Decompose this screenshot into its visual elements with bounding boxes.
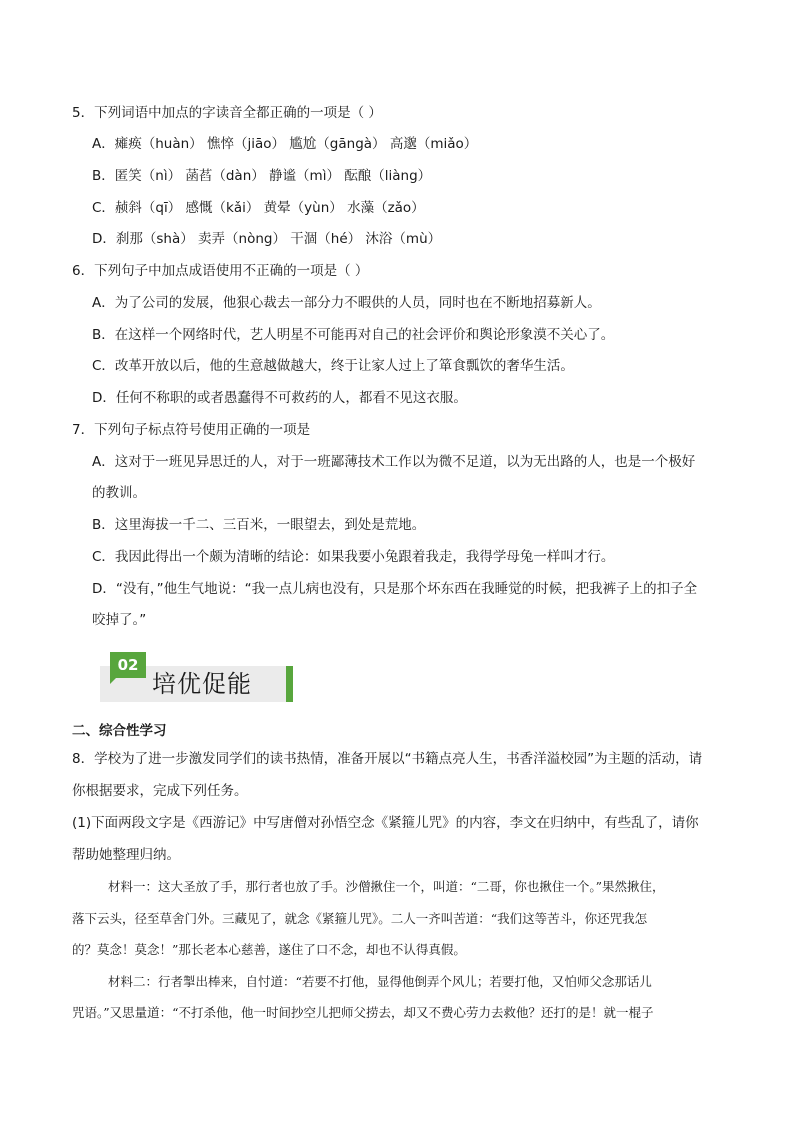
q5-option-c: C．赪斜（qī） 感慨（kǎi） 黄晕（yùn） 水藻（zǎo）: [92, 200, 425, 216]
q5-option-b: B．匿笑（nì） 菡萏（dàn） 静谧（mì） 酝酿（liàng）: [92, 168, 432, 184]
q7-option-b: B．这里海拔一千二、三百米，一眼望去，到处是荒地。: [92, 517, 426, 533]
q7-option-c: C．我因此得出一个颇为清晰的结论：如果我要小兔跟着我走，我得学母兔一样叫才行。: [92, 549, 615, 565]
banner-title: 培优促能: [152, 670, 252, 698]
q7-stem: 7．下列句子标点符号使用正确的一项是: [72, 422, 311, 438]
q7-option-a-line1: A．这对于一班见异思迁的人，对于一班鄙薄技术工作以为微不足道，以为无出路的人，也是一个极好: [92, 454, 696, 470]
material1-line1: 材料一：这大圣放了手，那行者也放了手。沙僧揪住一个，叫道：“二哥，你也揪住一个。”果然揪住，: [108, 879, 665, 894]
q8-line2: 你根据要求，完成下列任务。: [72, 783, 248, 799]
q6-stem: 6．下列句子中加点成语使用不正确的一项是（ ）: [72, 263, 369, 279]
q8-sub1-line1: (1)下面两段文字是《西游记》中写唐僧对孙悟空念《紧箍儿咒》的内容，李文在归纳中，有些乱了，请你: [72, 815, 699, 831]
q6-option-a: A．为了公司的发展，他狠心裁去一部分力不暇供的人员，同时也在不断地招募新人。: [92, 295, 601, 311]
q6-option-c: C．改革开放以后，他的生意越做越大，终于让家人过上了箪食瓢饮的奢华生活。: [92, 358, 574, 374]
q5-option-a: A．瘫痪（huàn） 憔悴（jiāo） 尴尬（gāngà） 高邈（miǎo）: [92, 136, 478, 152]
q7-option-d-line1: D．“没有，”他生气地说：“我一点儿病也没有，只是那个坏东西在我睡觉的时候，把我裤子上的扣子全: [92, 581, 698, 597]
q5-stem: 5．下列词语中加点的字读音全都正确的一项是（ ）: [72, 105, 382, 121]
q5-option-d: D．刹那（shà） 卖弄（nòng） 干涸（hé） 沐浴（mù）: [92, 231, 442, 247]
material2-line1: 材料二：行者掣出棒来，自忖道：“若要不打他，显得他倒弄个风儿；若要打他，又怕师父念那话儿: [108, 974, 652, 989]
material2-line2: 咒语。”又思量道：“不打杀他，他一时间抄空儿把师父捞去，却又不费心劳力去救他？还打的是！就一棍子: [72, 1005, 654, 1020]
material1-line3: 的？莫念！莫念！”那长老本心慈善，遂住了口不念，却也不认得真假。: [72, 942, 466, 957]
q6-option-d: D．任何不称职的或者愚蠢得不可救药的人，都看不见这衣服。: [92, 390, 467, 406]
section-banner: [100, 652, 295, 702]
banner-accent-bar: [286, 666, 293, 702]
q6-option-b: B．在这样一个网络时代，艺人明星不可能再对自己的社会评价和舆论形象漠不关心了。: [92, 327, 615, 343]
material1-line2: 落下云头，径至草舍门外。三藏见了，就念《紧箍儿咒》。二人一齐叫苦道：“我们这等苦斗，你还咒我怎: [72, 911, 648, 926]
q8-line1: 8．学校为了进一步激发同学们的读书热情，准备开展以“书籍点亮人生，书香洋溢校园”为主题的活动，请: [72, 751, 703, 767]
q7-option-d-line2: 咬掉了。”: [92, 612, 147, 628]
q7-option-a-line2: 的教训。: [92, 485, 146, 501]
q8-sub1-line2: 帮助她整理归纳。: [72, 847, 180, 863]
banner-number-badge: 02: [110, 652, 146, 678]
section-heading: 二、综合性学习: [72, 723, 167, 739]
